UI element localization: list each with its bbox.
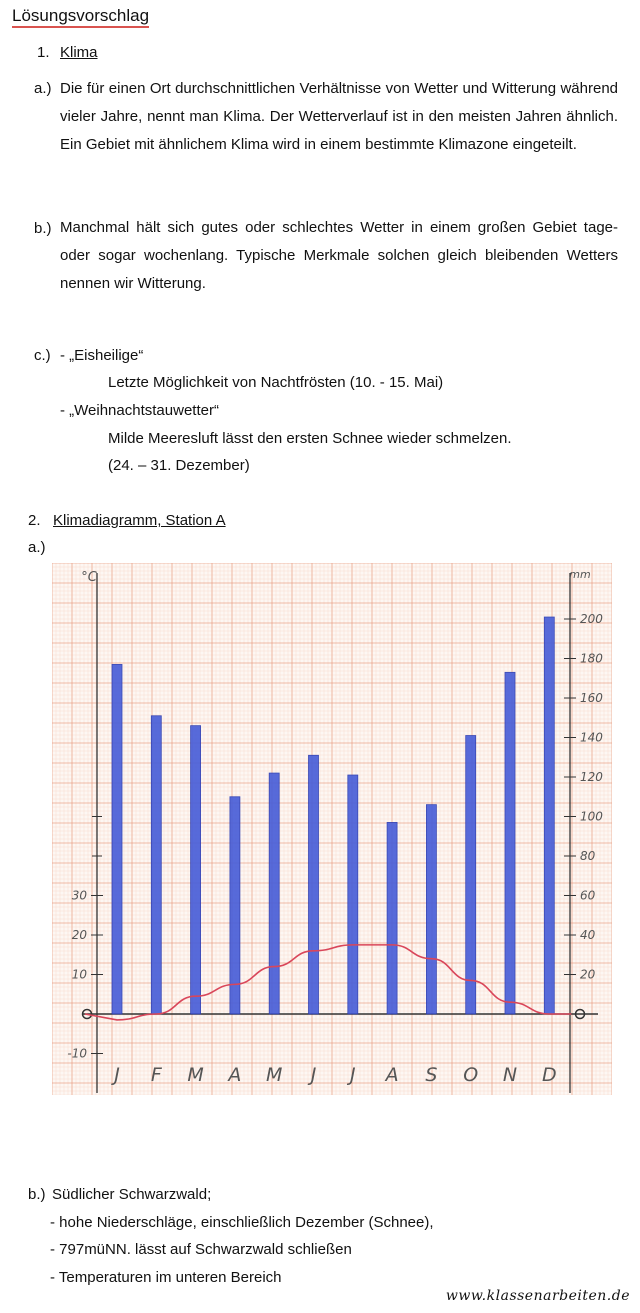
section2-number: 2. (28, 512, 41, 529)
precip-bar (544, 617, 554, 1014)
precip-bar (230, 797, 240, 1014)
month-label: S (425, 1064, 438, 1086)
right-tick-label: 120 (580, 770, 603, 784)
right-tick-label: 20 (580, 967, 596, 982)
section2-b-bullet-2: - 797müNN. lässt auf Schwarzwald schließen (50, 1241, 352, 1258)
precip-bar (387, 822, 397, 1014)
left-tick-label: -10 (67, 1046, 87, 1061)
month-label: F (150, 1064, 162, 1086)
left-axis-unit: °C (81, 570, 97, 585)
right-tick-label: 80 (580, 849, 596, 863)
graph-paper-grid (52, 563, 612, 1095)
precip-bar (269, 773, 279, 1014)
section2-heading: Klimadiagramm, Station A (53, 512, 226, 529)
right-tick-label: 40 (580, 928, 596, 942)
section2-b-text: Südlicher Schwarzwald; (52, 1186, 212, 1203)
precip-bar (191, 726, 201, 1014)
section1-a-text: Die für einen Ort durchschnittlichen Verhältnisse von Wetter und Witterung während vieler Jahre, nennt man Klima. Der Wetterverlauf ist in den meisten Jahren ähnlich. Ein Gebiet mit ähnlichem Klima wird in einem bestimmte Klimazone eingeteilt. (60, 80, 618, 153)
section1-c-item2-desc: Milde Meeresluft lässt den ersten Schnee wieder schmelzen. (108, 430, 512, 447)
left-tick-label: 30 (71, 888, 87, 903)
month-label: M (187, 1064, 204, 1086)
month-label: D (541, 1064, 557, 1086)
month-label: M (265, 1064, 283, 1086)
footer-url: www.klassenarbeiten.de (445, 1288, 630, 1304)
left-tick-label: 10 (71, 967, 87, 982)
month-label: A (385, 1064, 399, 1086)
section2-b-bullet-3: - Temperaturen im unteren Bereich (50, 1269, 282, 1286)
month-label: J (349, 1064, 356, 1086)
month-label: A (228, 1064, 242, 1086)
month-label: N (502, 1064, 518, 1086)
precip-bar (426, 805, 436, 1014)
month-label: O (463, 1064, 479, 1086)
section1-number: 1. (37, 44, 50, 61)
precip-bar (348, 775, 358, 1014)
section2-b-label: b.) (28, 1186, 46, 1203)
section1-heading: Klima (60, 44, 98, 61)
right-tick-label: 200 (580, 612, 603, 626)
section2-a-label: a.) (28, 539, 46, 556)
month-label: J (114, 1064, 120, 1086)
section1-c-item1: - „Eisheilige“ (60, 347, 144, 364)
climate-diagram (52, 563, 612, 1095)
section1-b-text: Manchmal hält sich gutes oder schlechtes Wetter in einem großen Gebiet tage- oder sogar wochenlang. Typische Merkmale solchen gleich bleibenden Wetters nennen wir Witterung. (60, 219, 618, 292)
page-title: Lösungsvorschlag (12, 6, 149, 28)
right-tick-label: 180 (580, 651, 603, 666)
right-axis-unit: mm (569, 568, 591, 581)
precip-bar (466, 736, 476, 1014)
month-label: J (310, 1064, 317, 1086)
precip-bar (112, 664, 122, 1014)
section1-c-item2: - „Weihnachtstauwetter“ (60, 402, 219, 419)
left-tick-label: 20 (71, 928, 87, 942)
section1-c-label: c.) (34, 347, 51, 364)
section1-c-item2-dates: (24. – 31. Dezember) (108, 457, 250, 474)
section1-b-label: b.) (34, 220, 52, 237)
precip-bar (309, 755, 319, 1014)
section1-a-label: a.) (34, 80, 52, 97)
right-tick-label: 160 (580, 691, 603, 705)
right-tick-label: 140 (580, 730, 603, 745)
section1-c-item1-desc: Letzte Möglichkeit von Nachtfrösten (10. - 15. Mai) (108, 374, 444, 391)
precip-bar (505, 672, 515, 1014)
right-tick-label: 100 (580, 809, 603, 824)
right-tick-label: 60 (580, 888, 596, 903)
section2-b-bullet-1: - hohe Niederschläge, einschließlich Dezember (Schnee), (50, 1214, 434, 1231)
precip-bar (151, 716, 161, 1014)
